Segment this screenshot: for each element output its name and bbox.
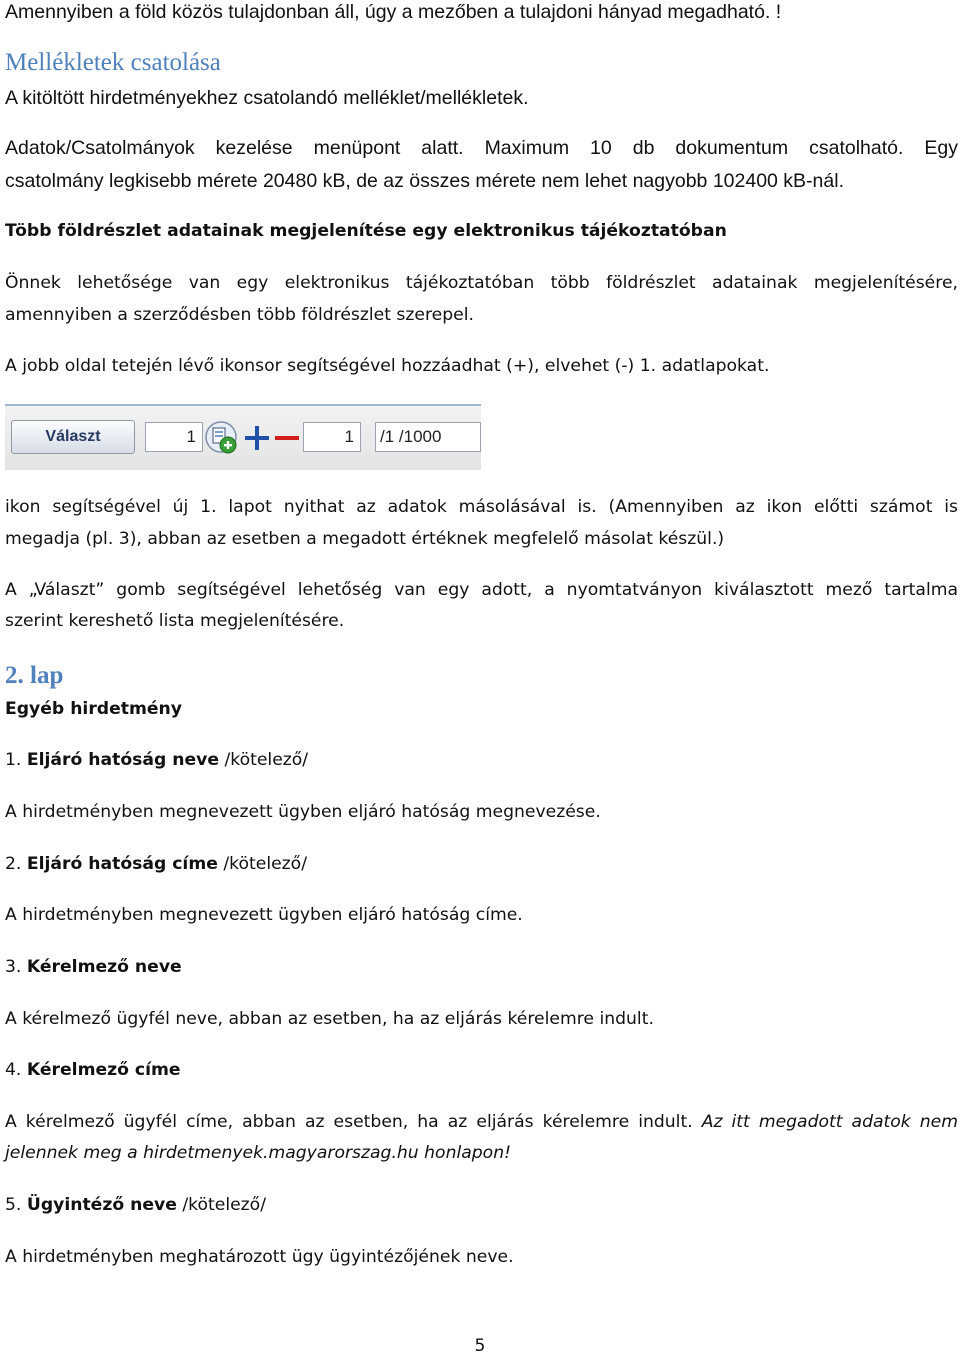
lap2-subheading: Egyéb hirdetmény <box>5 699 182 719</box>
item-1-desc: A hirdetményben megnevezett ügyben eljáró hatóság megnevezése. <box>5 802 601 822</box>
copy-count-field[interactable]: 1 <box>145 422 203 452</box>
plus-icon[interactable] <box>241 420 273 461</box>
tobb-p3-line1: ikon segítségével új 1. lapot nyithat az adatok másolásával is. (Amennyiben az ikon előtti számot is <box>5 497 958 517</box>
copy-page-icon[interactable] <box>204 420 240 461</box>
minus-icon[interactable] <box>271 420 303 461</box>
item-2-desc: A hirdetményben megnevezett ügyben eljáró hatóság címe. <box>5 905 523 925</box>
item-3-desc: A kérelmező ügyfél neve, abban az esetben, ha az eljárás kérelemre indult. <box>5 1009 654 1029</box>
page-total-label: /1 /1000 <box>375 422 481 452</box>
item-5-title: 5. Ügyintéző neve /kötelező/ <box>5 1195 266 1215</box>
mellekletek-para-line2: csatolmány legkisebb mérete 20480 kB, de az összes mérete nem lehet nagyobb 102400 kB-nál. <box>5 170 844 192</box>
tobb-p3-line2: megadja (pl. 3), abban az esetben a megadott értéknek megfelelő másolat készül.) <box>5 529 725 549</box>
valaszt-button[interactable]: Választ <box>11 420 135 454</box>
mellekletek-para-line1: Adatok/Csatolmányok kezelése menüpont alatt. Maximum 10 db dokumentum csatolható. Egy <box>5 137 958 159</box>
toolbar-image <box>5 404 481 470</box>
section-heading-mellekletek: Mellékletek csatolása <box>5 49 221 76</box>
tobb-p4-line1: A „Választ” gomb segítségével lehetőség van egy adott, a nyomtatványon kiválasztott mező tartalma <box>5 580 958 600</box>
tobb-p1-line2: amennyiben a szerződésben több földrészlet szerepel. <box>5 305 474 325</box>
section-heading-lap2: 2. lap <box>5 662 64 689</box>
intro-line: Amennyiben a föld közös tulajdonban áll, úgy a mezőben a tulajdoni hányad megadható. ! <box>5 1 782 23</box>
item-3-title: 3. Kérelmező neve <box>5 957 182 977</box>
item-2-title: 2. Eljáró hatóság címe /kötelező/ <box>5 854 307 874</box>
page-number-field[interactable]: 1 <box>303 422 361 452</box>
item-4-desc-line1: A kérelmező ügyfél címe, abban az esetben, ha az eljárás kérelemre indult. Az itt megadott adatok nem <box>5 1112 958 1132</box>
item-4-title: 4. Kérelmező címe <box>5 1060 181 1080</box>
tobb-p1-line1: Önnek lehetősége van egy elektronikus tájékoztatóban több földrészlet adatainak megjelenítésére, <box>5 273 958 293</box>
tobb-p4-line2: szerint kereshető lista megjelenítésére. <box>5 611 345 631</box>
item-4-desc-line2: jelennek meg a hirdetmenyek.magyarorszag.hu honlapon! <box>5 1143 511 1163</box>
item-1-title: 1. Eljáró hatóság neve /kötelező/ <box>5 750 309 770</box>
mellekletek-line1: A kitöltött hirdetményekhez csatolandó melléklet/mellékletek. <box>5 87 529 109</box>
item-5-desc: A hirdetményben meghatározott ügy ügyintézőjének neve. <box>5 1247 514 1267</box>
tobb-p2: A jobb oldal tetején lévő ikonsor segítségével hozzáadhat (+), elvehet (-) 1. adatlapokat. <box>5 356 770 376</box>
section-heading-tobb: Több földrészlet adatainak megjelenítése egy elektronikus tájékoztatóban <box>5 221 727 241</box>
page-number: 5 <box>474 1336 486 1356</box>
